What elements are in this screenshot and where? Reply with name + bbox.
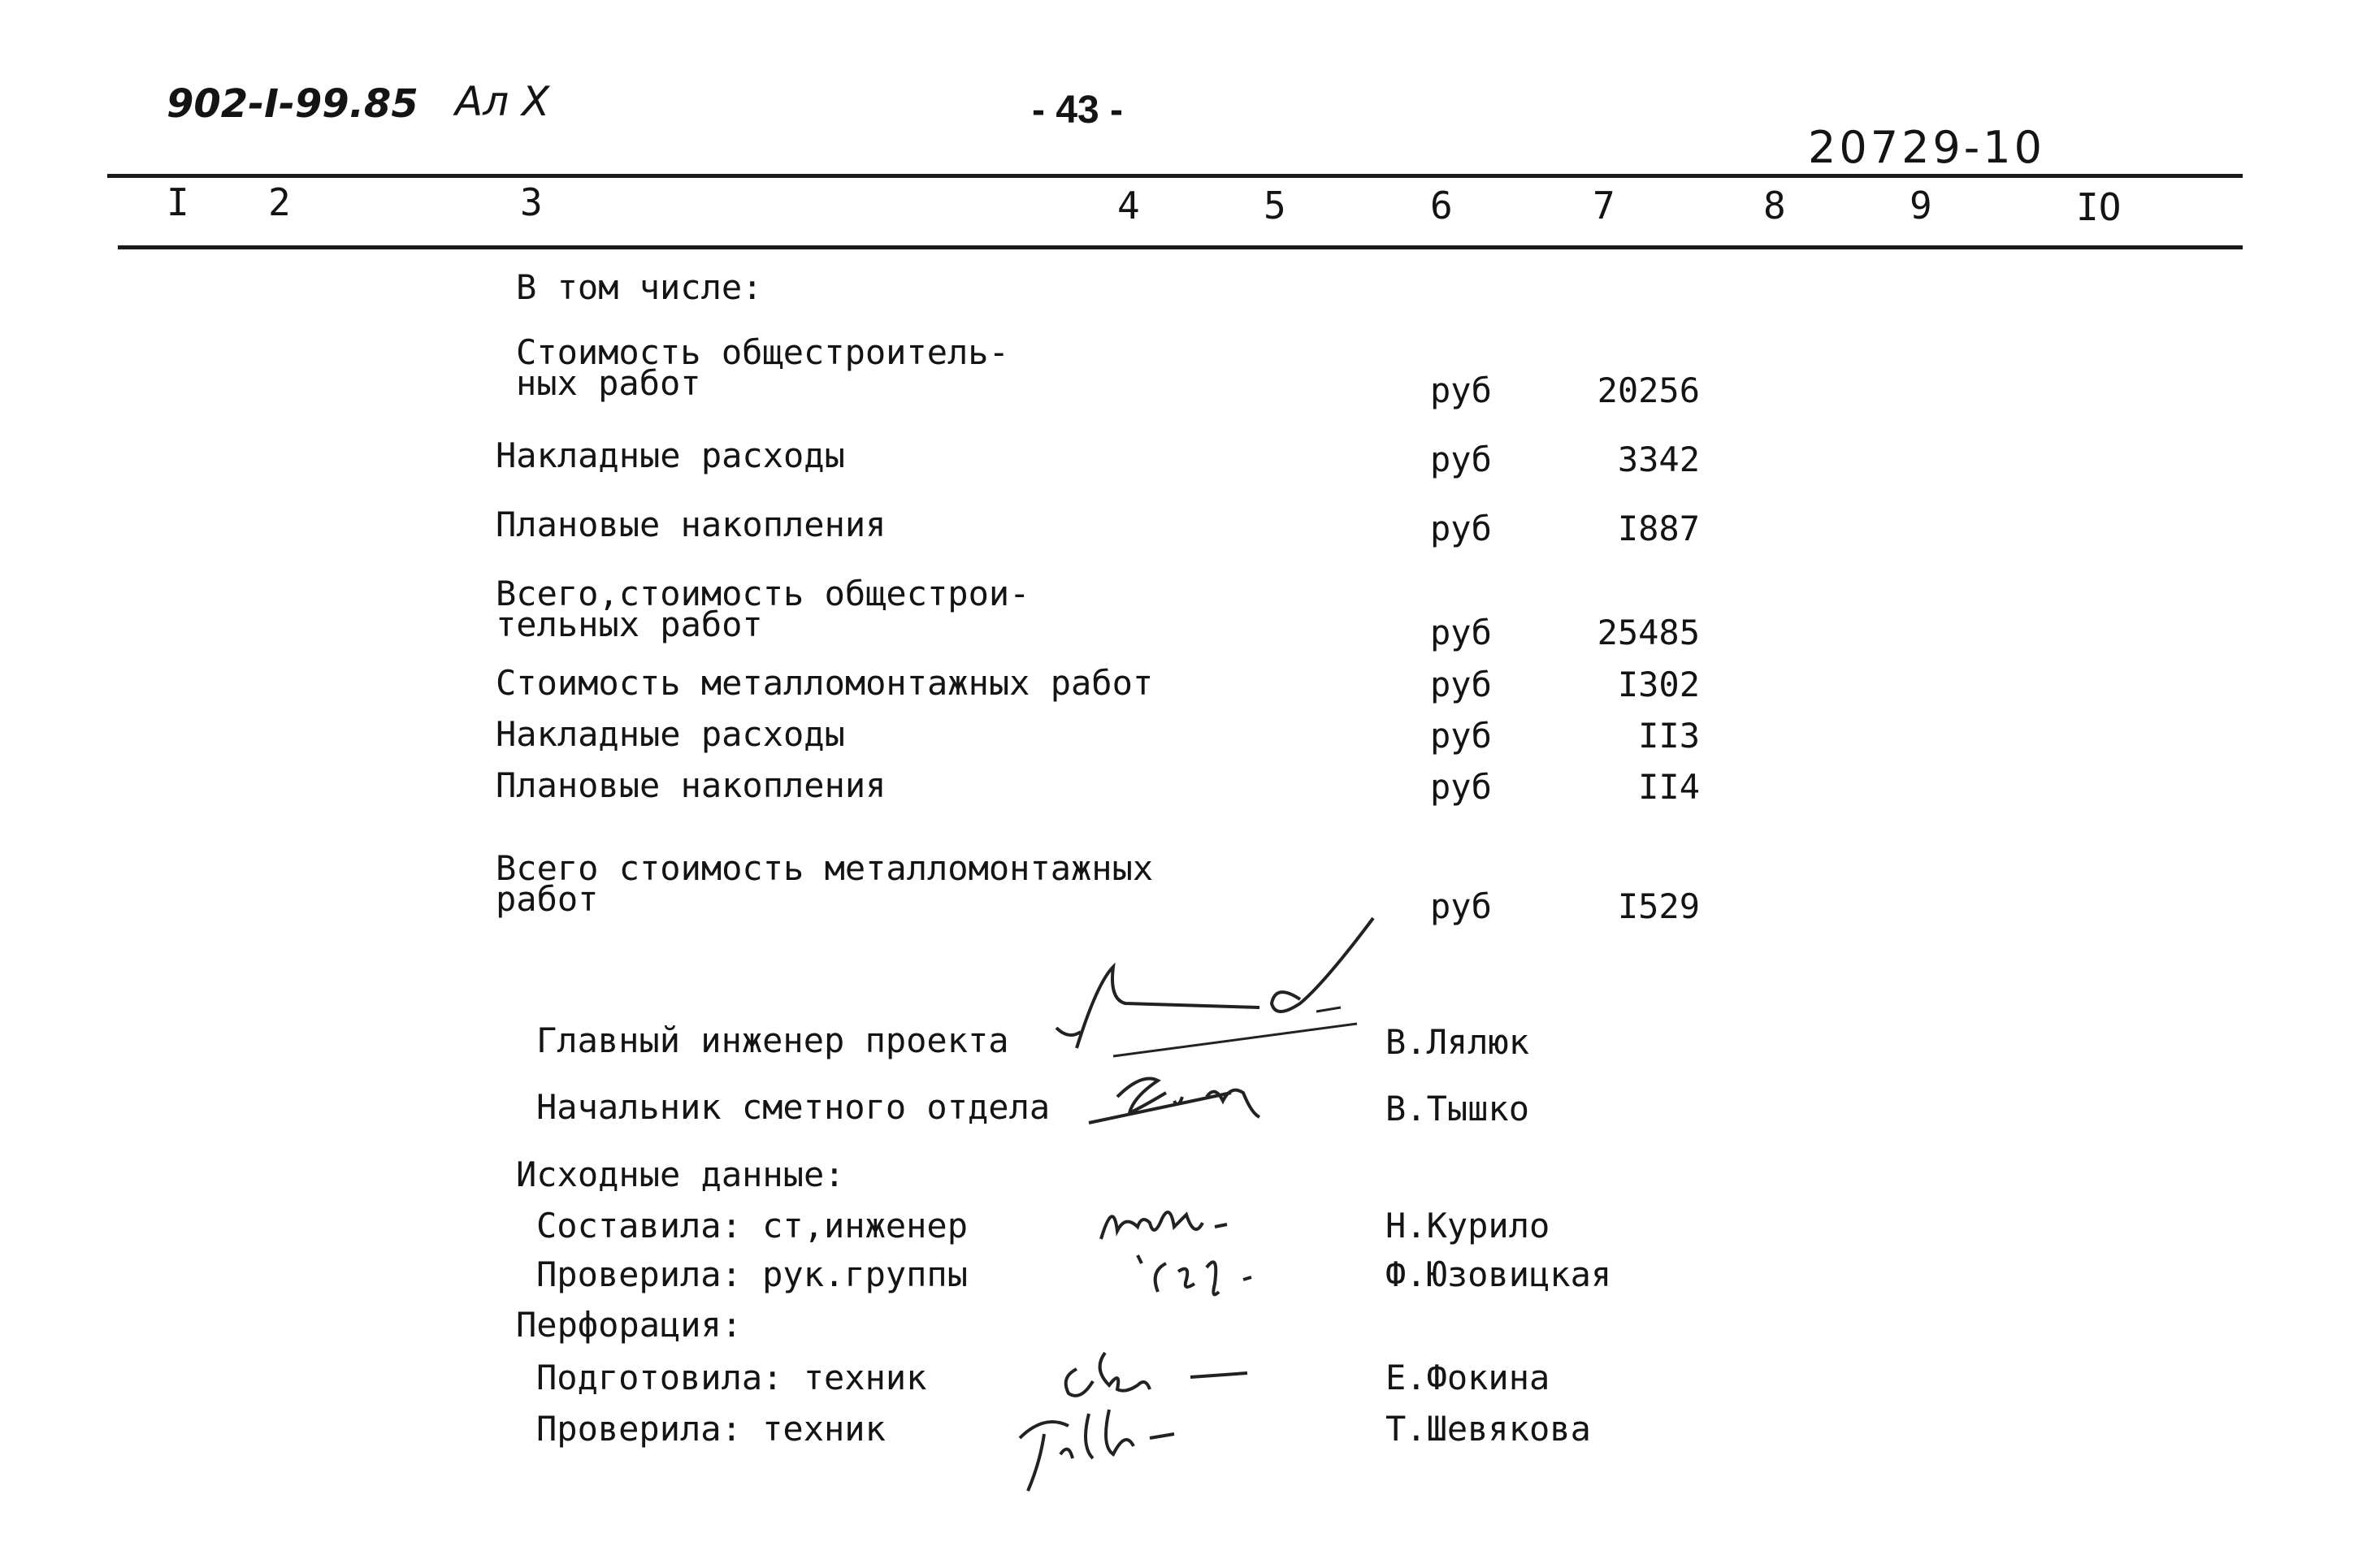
signature-role: Начальник сметного отдела bbox=[536, 1087, 1051, 1127]
row-label: Накладные расходы bbox=[496, 714, 845, 754]
signature-role: Подготовила: техник bbox=[536, 1358, 927, 1397]
table-header-bottom-rule bbox=[118, 245, 2243, 249]
row-value: I887 bbox=[1617, 509, 1700, 548]
signature-role: Проверила: рук.группы bbox=[536, 1254, 969, 1294]
row-value: 3342 bbox=[1617, 440, 1700, 479]
row-value: II3 bbox=[1638, 716, 1700, 756]
row-unit: руб bbox=[1430, 886, 1492, 926]
row-unit: руб bbox=[1430, 370, 1492, 410]
column-number: 4 bbox=[1117, 184, 1140, 227]
album-mark: Ал X bbox=[455, 78, 550, 125]
row-value: 25485 bbox=[1597, 613, 1700, 652]
perforation-label: Перфорация: bbox=[516, 1305, 743, 1345]
signature-name: Е.Фокина bbox=[1385, 1358, 1550, 1397]
row-value: 20256 bbox=[1597, 370, 1700, 410]
page-number: - 43 - bbox=[1032, 89, 1124, 132]
group-leader-signature bbox=[1121, 1235, 1284, 1308]
row-label: Стоимость общестроитель- ных работ bbox=[516, 332, 1009, 403]
document-code: 902-I-99.85 bbox=[167, 81, 418, 127]
row-unit: руб bbox=[1430, 767, 1492, 807]
technician-signature bbox=[1012, 1397, 1215, 1503]
estimate-head-signature bbox=[1085, 1056, 1296, 1129]
row-unit: руб bbox=[1430, 665, 1492, 704]
table-top-rule bbox=[107, 174, 2243, 178]
signature-name: Ф.Юзовицкая bbox=[1385, 1254, 1612, 1294]
row-unit: руб bbox=[1430, 509, 1492, 548]
row-label: Плановые накопления bbox=[496, 505, 887, 544]
chief-engineer-signature bbox=[1032, 910, 1381, 1072]
row-unit: руб bbox=[1430, 440, 1492, 479]
signature-role: Главный инженер проекта bbox=[536, 1020, 1009, 1060]
row-unit: руб bbox=[1430, 613, 1492, 652]
row-value: I302 bbox=[1617, 665, 1700, 704]
column-number: I bbox=[167, 180, 189, 224]
inventory-number: 20729-10 bbox=[1808, 122, 2045, 173]
column-number: 7 bbox=[1593, 184, 1615, 227]
column-number: 6 bbox=[1430, 184, 1453, 227]
column-number: 5 bbox=[1264, 184, 1286, 227]
column-number: 8 bbox=[1763, 184, 1786, 227]
signature-name: Т.Шевякова bbox=[1385, 1409, 1591, 1449]
signature-role: Проверила: техник bbox=[536, 1409, 886, 1449]
signature-role: Составила: ст,инженер bbox=[536, 1206, 969, 1246]
signature-name: Н.Курило bbox=[1385, 1206, 1550, 1246]
column-number: 2 bbox=[268, 180, 291, 224]
row-value: I529 bbox=[1617, 886, 1700, 926]
source-data-label: Исходные данные: bbox=[516, 1155, 845, 1194]
row-label: Плановые накопления bbox=[496, 765, 887, 805]
column-number: 3 bbox=[520, 180, 543, 224]
column-number: 9 bbox=[1910, 184, 1932, 227]
signature-name: В.Лялюк bbox=[1385, 1022, 1530, 1062]
column-number: IO bbox=[2076, 185, 2122, 229]
row-label: Стоимость металломонтажных работ bbox=[496, 663, 1154, 703]
row-unit: руб bbox=[1430, 716, 1492, 756]
row-label: Всего стоимость металломонтажных работ bbox=[496, 848, 1154, 919]
signature-name: В.Тышко bbox=[1385, 1089, 1530, 1129]
row-label: Накладные расходы bbox=[496, 435, 845, 475]
row-value: II4 bbox=[1638, 767, 1700, 807]
section-heading: В том числе: bbox=[516, 267, 763, 307]
row-label: Всего,стоимость общестрои- тельных работ bbox=[496, 574, 1030, 644]
